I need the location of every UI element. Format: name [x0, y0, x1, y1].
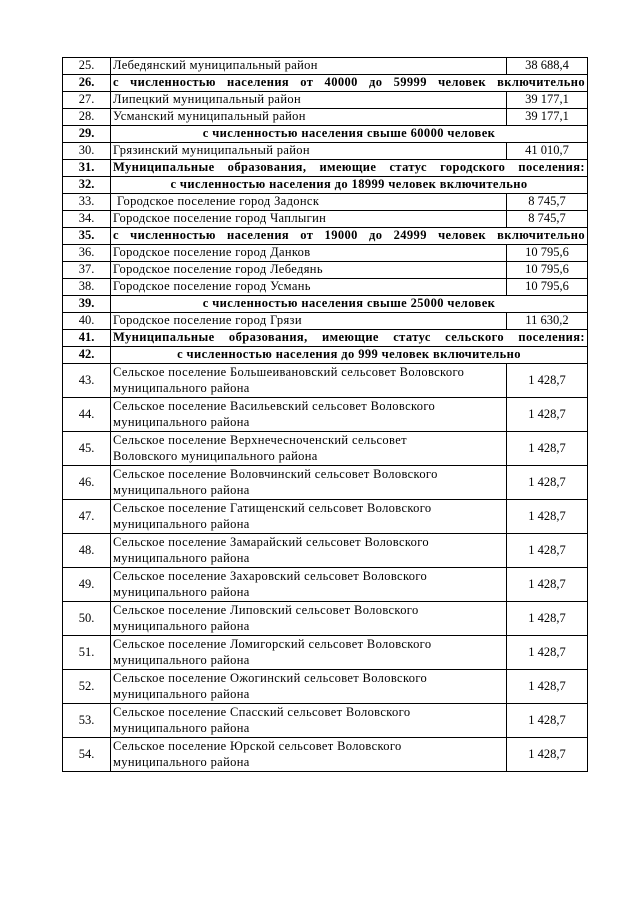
- section-header-row: [63, 75, 588, 92]
- table-row: [63, 194, 588, 211]
- entity-name-line-2: муниципального района: [113, 414, 250, 429]
- amount-value: 1 428,7: [507, 636, 588, 670]
- table-row: [63, 704, 588, 738]
- section-header-row: [63, 347, 588, 364]
- entity-name-line-2: Воловского муниципального района: [113, 448, 318, 463]
- amount-value: 10 795,6: [507, 245, 588, 262]
- table-row: [63, 568, 588, 602]
- entity-name: [111, 398, 507, 432]
- row-number: 41.: [63, 330, 111, 347]
- row-number: 43.: [63, 364, 111, 398]
- row-number: 25.: [63, 58, 111, 75]
- table-row: [63, 670, 588, 704]
- entity-name-line-2: муниципального района: [113, 482, 250, 497]
- amount-value: 1 428,7: [507, 704, 588, 738]
- entity-name-line-1: Сельское поселение Захаровский сельсовет Воловского: [113, 569, 428, 583]
- entity-name-line-2: муниципального района: [113, 720, 250, 735]
- row-number: 31.: [63, 160, 111, 177]
- entity-name: Городское поселение город Задонск: [111, 194, 507, 211]
- row-number: 38.: [63, 279, 111, 296]
- table-row: [63, 466, 588, 500]
- table-row: [63, 109, 588, 126]
- table-row: [63, 364, 588, 398]
- row-number: 50.: [63, 602, 111, 636]
- entity-name-line-1: Сельское поселение Липовский сельсовет Воловского: [113, 603, 419, 617]
- table-row: [63, 262, 588, 279]
- amount-value: 1 428,7: [507, 568, 588, 602]
- entity-name: [111, 364, 507, 398]
- entity-name: Усманский муниципальный район: [111, 109, 507, 126]
- amount-value: 8 745,7: [507, 211, 588, 228]
- table-row: [63, 636, 588, 670]
- amount-value: 11 630,2: [507, 313, 588, 330]
- entity-name: Городское поселение город Лебедянь: [111, 262, 507, 279]
- row-number: 34.: [63, 211, 111, 228]
- entity-name-line-1: Сельское поселение Ожогинский сельсовет Воловского: [113, 671, 428, 685]
- table-row: [63, 245, 588, 262]
- section-header-row: [63, 160, 588, 177]
- entity-name-line-1: Сельское поселение Васильевский сельсовет Воловского: [113, 399, 436, 413]
- table-row: [63, 500, 588, 534]
- amount-value: 1 428,7: [507, 670, 588, 704]
- row-number: 45.: [63, 432, 111, 466]
- amount-value: 1 428,7: [507, 432, 588, 466]
- amount-value: 41 010,7: [507, 143, 588, 160]
- table-row: [63, 313, 588, 330]
- section-header-text: с численностью населения свыше 60000 человек: [111, 126, 588, 143]
- table-row: [63, 432, 588, 466]
- entity-name-line-2: муниципального района: [113, 516, 250, 531]
- row-number: 33.: [63, 194, 111, 211]
- section-header-row: [63, 126, 588, 143]
- entity-name: Городское поселение город Грязи: [111, 313, 507, 330]
- section-header-row: [63, 296, 588, 313]
- amount-value: 1 428,7: [507, 602, 588, 636]
- entity-name-line-1: Сельское поселение Воловчинский сельсовет Воловского: [113, 467, 438, 481]
- entity-name: [111, 534, 507, 568]
- row-number: 44.: [63, 398, 111, 432]
- entity-name: Лебедянский муниципальный район: [111, 58, 507, 75]
- section-header-text: Муниципальные образования, имеющие статус сельского поселения:: [111, 330, 588, 347]
- entity-name: Грязинский муниципальный район: [111, 143, 507, 160]
- section-header-row: [63, 177, 588, 194]
- entity-name: [111, 432, 507, 466]
- amount-value: 1 428,7: [507, 466, 588, 500]
- row-number: 35.: [63, 228, 111, 245]
- entity-name-line-1: Сельское поселение Замарайский сельсовет Воловского: [113, 535, 430, 549]
- row-number: 36.: [63, 245, 111, 262]
- entity-name-line-1: Сельское поселение Большеивановский сельсовет Воловского: [113, 365, 465, 379]
- row-number: 37.: [63, 262, 111, 279]
- row-number: 49.: [63, 568, 111, 602]
- entity-name-line-1: Сельское поселение Спасский сельсовет Воловского: [113, 705, 411, 719]
- amount-value: 1 428,7: [507, 398, 588, 432]
- entity-name: [111, 602, 507, 636]
- section-header-text: с численностью населения от 40000 до 59999 человек включительно: [111, 75, 588, 92]
- entity-name: Городское поселение город Усмань: [111, 279, 507, 296]
- section-header-row: [63, 228, 588, 245]
- entity-name-line-2: муниципального района: [113, 686, 250, 701]
- row-number: 28.: [63, 109, 111, 126]
- row-number: 46.: [63, 466, 111, 500]
- entity-name: [111, 568, 507, 602]
- amount-value: 1 428,7: [507, 738, 588, 772]
- entity-name: [111, 704, 507, 738]
- amount-value: 39 177,1: [507, 109, 588, 126]
- entity-name-line-2: муниципального района: [113, 584, 250, 599]
- section-header-text: с численностью населения от 19000 до 24999 человек включительно: [111, 228, 588, 245]
- section-header-row: [63, 330, 588, 347]
- amount-value: 10 795,6: [507, 279, 588, 296]
- section-header-text: с численностью населения до 999 человек включительно: [111, 347, 588, 364]
- row-number: 26.: [63, 75, 111, 92]
- table-row: [63, 279, 588, 296]
- row-number: 32.: [63, 177, 111, 194]
- entity-name: Городское поселение город Чаплыгин: [111, 211, 507, 228]
- entity-name-line-1: Сельское поселение Юрской сельсовет Воловского: [113, 739, 402, 753]
- section-header-text: Муниципальные образования, имеющие статус городского поселения:: [111, 160, 588, 177]
- table-body: [63, 58, 588, 772]
- row-number: 27.: [63, 92, 111, 109]
- entity-name: [111, 500, 507, 534]
- section-header-text: с численностью населения до 18999 человек включительно: [111, 177, 588, 194]
- row-number: 30.: [63, 143, 111, 160]
- row-number: 51.: [63, 636, 111, 670]
- amount-value: 10 795,6: [507, 262, 588, 279]
- amount-value: 39 177,1: [507, 92, 588, 109]
- amount-value: 1 428,7: [507, 500, 588, 534]
- entity-name-line-2: муниципального района: [113, 380, 250, 395]
- entity-name: [111, 466, 507, 500]
- section-header-text: с численностью населения свыше 25000 человек: [111, 296, 588, 313]
- row-number: 29.: [63, 126, 111, 143]
- entity-name-line-1: Сельское поселение Гатищенский сельсовет Воловского: [113, 501, 432, 515]
- document-table: [62, 57, 588, 772]
- table-row: [63, 92, 588, 109]
- amount-value: 38 688,4: [507, 58, 588, 75]
- amount-value: 1 428,7: [507, 364, 588, 398]
- entity-name: Городское поселение город Данков: [111, 245, 507, 262]
- amount-value: 8 745,7: [507, 194, 588, 211]
- entity-name: [111, 636, 507, 670]
- table-row: [63, 398, 588, 432]
- row-number: 48.: [63, 534, 111, 568]
- row-number: 39.: [63, 296, 111, 313]
- entity-name-line-2: муниципального района: [113, 652, 250, 667]
- table-row: [63, 602, 588, 636]
- entity-name-line-1: Сельское поселение Верхнечесночeнский сельсовет: [113, 433, 407, 447]
- row-number: 47.: [63, 500, 111, 534]
- table-row: [63, 143, 588, 160]
- row-number: 54.: [63, 738, 111, 772]
- entity-name: Липецкий муниципальный район: [111, 92, 507, 109]
- row-number: 42.: [63, 347, 111, 364]
- row-number: 52.: [63, 670, 111, 704]
- row-number: 40.: [63, 313, 111, 330]
- amount-value: 1 428,7: [507, 534, 588, 568]
- table-row: [63, 738, 588, 772]
- entity-name-line-2: муниципального района: [113, 754, 250, 769]
- entity-name-line-2: муниципального района: [113, 618, 250, 633]
- table-row: [63, 534, 588, 568]
- row-number: 53.: [63, 704, 111, 738]
- table-row: [63, 58, 588, 75]
- entity-name-line-1: Сельское поселение Ломигорский сельсовет Воловского: [113, 637, 432, 651]
- entity-name: [111, 738, 507, 772]
- entity-name: [111, 670, 507, 704]
- entity-name-line-2: муниципального района: [113, 550, 250, 565]
- table-row: [63, 211, 588, 228]
